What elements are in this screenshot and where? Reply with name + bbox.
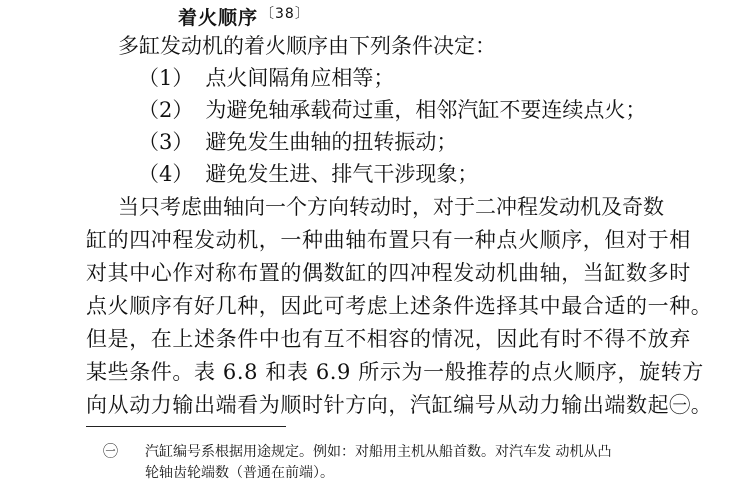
paragraph-line: 某些条件。表 6.8 和表 6.9 所示为一般推荐的点火顺序，旋转方 bbox=[86, 360, 704, 384]
section-heading bbox=[178, 3, 310, 30]
condition-item bbox=[138, 161, 478, 187]
condition-text: 避免发生进、排气干涉现象； bbox=[205, 162, 479, 186]
condition-text: 点火间隔角应相等； bbox=[205, 66, 395, 90]
footnote-text: 汽缸编号系根据用途规定。例如：对船用主机从船首数。对汽车发 动机从凸 bbox=[145, 444, 612, 460]
footnote-line: 轮轴齿轮端数（普通在前端）。 bbox=[145, 465, 334, 481]
paragraph-line: 缸的四冲程发动机，一种曲轴布置只有一种点火顺序，但对于相 bbox=[86, 228, 691, 252]
condition-number: （4） bbox=[138, 162, 194, 186]
condition-text: 为避免轴承载荷过重，相邻汽缸不要连续点火； bbox=[205, 98, 647, 122]
condition-item bbox=[138, 97, 646, 123]
condition-text: 避免发生曲轴的扭转振动； bbox=[205, 130, 458, 154]
paragraph-line: 对其中心作对称布置的偶数缸的四冲程发动机曲轴，当缸数多时 bbox=[86, 261, 691, 285]
paragraph-line: 当只考虑曲轴向一个方向转动时，对于二冲程发动机及奇数 bbox=[118, 195, 664, 219]
footnote-marker: ㊀ bbox=[103, 442, 119, 460]
paragraph-line: 向从动力输出端看为顺时针方向，汽缸编号从动力输出端数起㊀。 bbox=[86, 393, 713, 417]
condition-item bbox=[138, 129, 457, 155]
paragraph-line: 点火顺序有好几种，因此可考虑上述条件选择其中最合适的一种。 bbox=[86, 294, 713, 318]
condition-item bbox=[138, 65, 394, 91]
condition-number: （2） bbox=[138, 98, 194, 122]
section-title: 着火顺序 bbox=[178, 7, 259, 29]
footnote-line bbox=[103, 441, 611, 462]
reference-mark: 〔38〕 bbox=[260, 6, 310, 22]
footnote-rule bbox=[86, 426, 286, 427]
condition-number: （1） bbox=[138, 66, 194, 90]
paragraph-line: 但是，在上述条件中也有互不相容的情况，因此有时不得不放弃 bbox=[86, 327, 691, 351]
intro-line: 多缸发动机的着火顺序由下列条件决定： bbox=[118, 34, 496, 58]
condition-number: （3） bbox=[138, 130, 194, 154]
